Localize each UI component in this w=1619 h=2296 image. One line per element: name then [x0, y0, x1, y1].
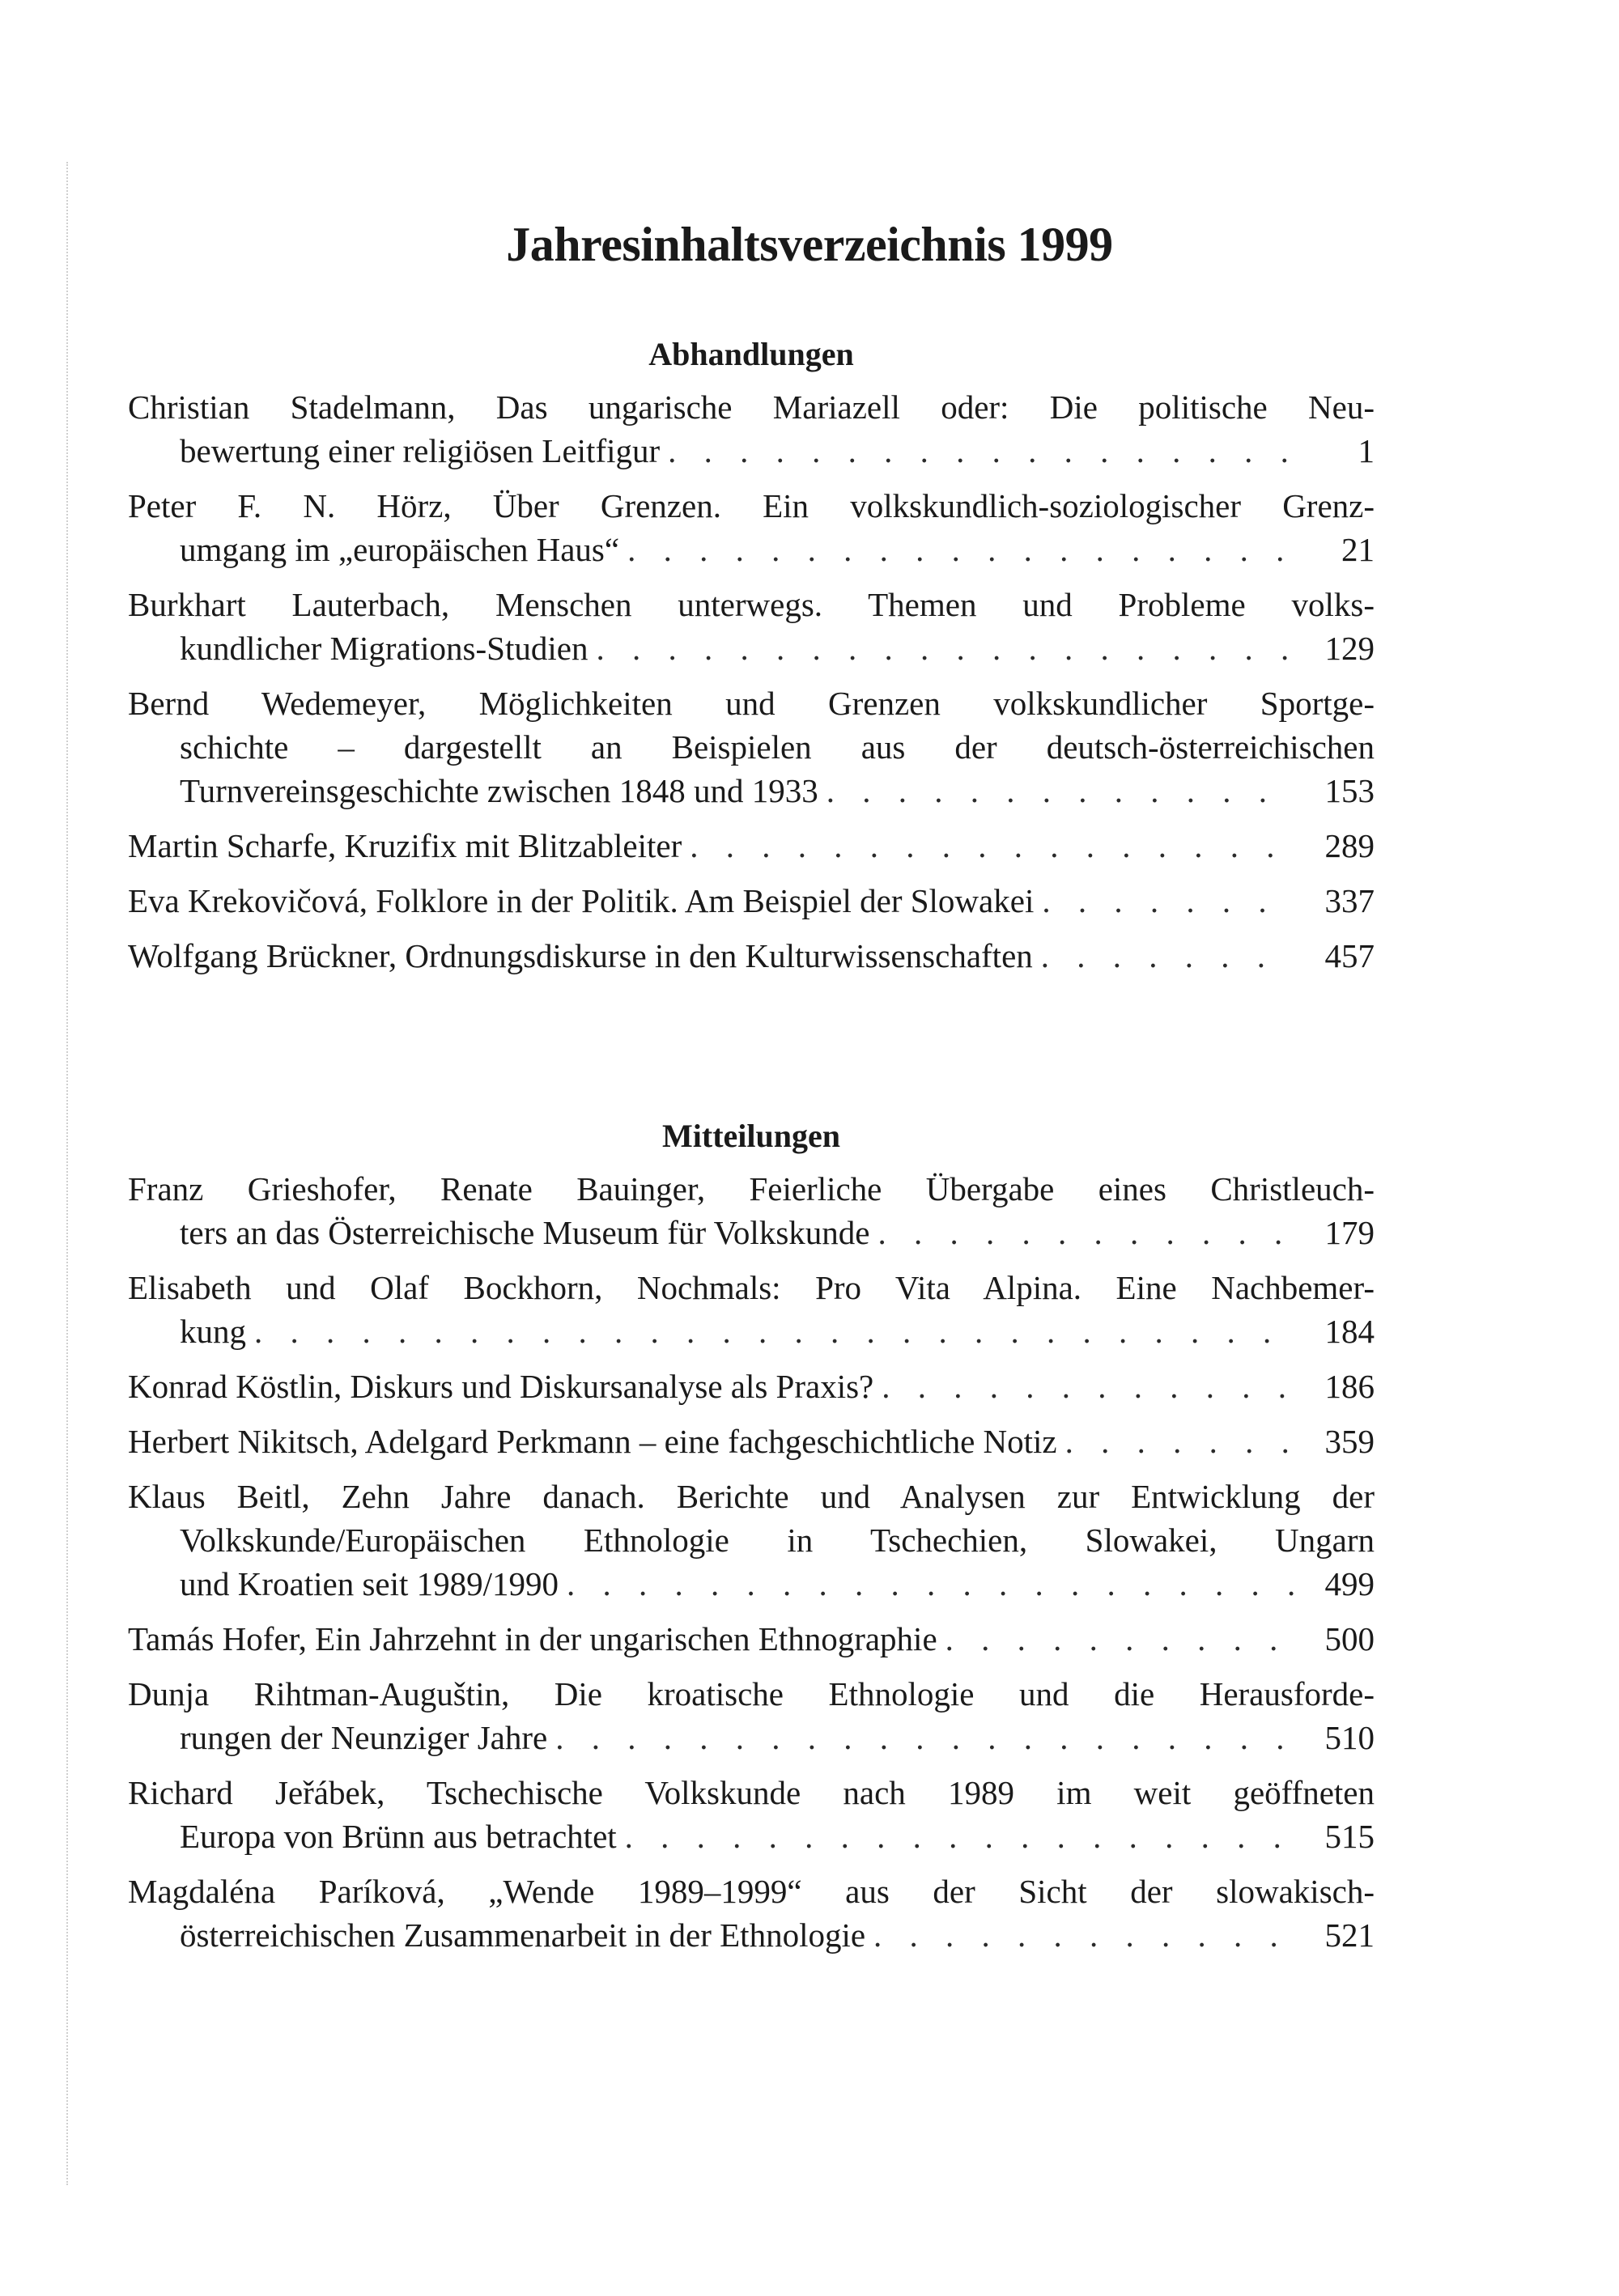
toc-entry — [128, 1364, 1375, 1408]
toc-entry-line — [128, 725, 1375, 769]
entry-text: Christian Stadelmann, Das ungarische Mariazell oder: Die politische Neu- — [128, 388, 1375, 426]
toc-entry-last-line — [128, 1420, 1375, 1463]
entry-text: Magdaléna Paríková, „Wende 1989–1999“ aus der Sicht der slowakisch- — [128, 1873, 1375, 1910]
page-number: 359 — [1324, 1423, 1375, 1460]
toc-entry — [128, 824, 1375, 868]
toc-entry — [128, 1869, 1375, 1957]
toc-entry-last-line — [128, 1562, 1375, 1606]
toc-entry — [128, 1617, 1375, 1661]
entry-text: Bernd Wedemeyer, Möglichkeiten und Grenzen volkskundlicher Sportge- — [128, 685, 1375, 722]
toc-list-mitteilungen — [128, 1167, 1375, 1957]
toc-entry-line — [128, 484, 1375, 528]
toc-entry-last-line — [128, 1309, 1375, 1353]
page-number: 521 — [1324, 1916, 1375, 1954]
toc-entry-last-line — [128, 1211, 1375, 1254]
dot-leader — [682, 824, 1294, 868]
toc-entry — [128, 1266, 1375, 1353]
toc-entry-last-line — [128, 934, 1375, 978]
toc-entry — [128, 583, 1375, 670]
toc-entry-line — [128, 1266, 1375, 1309]
section-mitteilungen — [128, 1112, 1375, 1968]
page-number: 153 — [1324, 772, 1375, 809]
dot-leader — [1033, 934, 1294, 978]
page-number: 500 — [1324, 1620, 1375, 1657]
toc-entry-line — [128, 1167, 1375, 1211]
entry-text: Peter F. N. Hörz, Über Grenzen. Ein volkskundlich-soziologischer Grenz- — [128, 487, 1375, 524]
toc-entry — [128, 1771, 1375, 1858]
dot-leader — [937, 1617, 1294, 1661]
toc-entry-line — [128, 681, 1375, 725]
dot-leader — [869, 1211, 1294, 1254]
toc-entry-last-line — [128, 1617, 1375, 1661]
page-number: 510 — [1324, 1719, 1375, 1756]
entry-text: Martin Scharfe, Kruzifix mit Blitzableiter — [128, 827, 682, 864]
dot-leader — [1034, 879, 1294, 923]
section-heading-abhandlungen: Abhandlungen — [648, 336, 854, 372]
page-title: Jahresinhaltsverzeichnis 1999 — [506, 218, 1113, 271]
page-number: 289 — [1324, 827, 1375, 864]
section-heading-mitteilungen: Mitteilungen — [662, 1118, 840, 1154]
dot-leader — [617, 1814, 1294, 1858]
toc-entry-line — [128, 1672, 1375, 1716]
entry-text: Elisabeth und Olaf Bockhorn, Nochmals: Pro Vita Alpina. Eine Nachbemer- — [128, 1269, 1375, 1306]
page-number: 457 — [1324, 937, 1375, 974]
dot-leader — [559, 1562, 1294, 1606]
dot-leader — [619, 528, 1294, 571]
entry-text: Burkhart Lauterbach, Menschen unterwegs. Themen und Probleme volks- — [128, 586, 1375, 623]
page-number: 515 — [1324, 1818, 1375, 1855]
toc-entry — [128, 934, 1375, 978]
toc-entry-line — [128, 1869, 1375, 1913]
entry-text: Europa von Brünn aus betrachtet — [180, 1818, 617, 1855]
entry-text: schichte – dargestellt an Beispielen aus der deutsch-österreichischen — [180, 728, 1375, 766]
toc-entry — [128, 1672, 1375, 1759]
entry-text: Volkskunde/Europäischen Ethnologie in Tschechien, Slowakei, Ungarn — [180, 1521, 1375, 1559]
entry-text: bewertung einer religiösen Leitfigur — [180, 432, 661, 469]
dot-leader — [1057, 1420, 1294, 1463]
toc-entry-last-line — [128, 1913, 1375, 1957]
page-number: 1 — [1358, 432, 1375, 469]
toc-entry-last-line — [128, 1716, 1375, 1759]
entry-text: Turnvereinsgeschichte zwischen 1848 und 1933 — [180, 772, 818, 809]
toc-entry-line — [128, 1518, 1375, 1562]
page-number: 337 — [1324, 882, 1375, 919]
page-number: 184 — [1324, 1313, 1375, 1350]
toc-entry-line — [128, 583, 1375, 626]
toc-entry — [128, 879, 1375, 923]
toc-entry-last-line — [128, 1364, 1375, 1408]
toc-entry — [128, 1167, 1375, 1254]
dot-leader — [818, 769, 1294, 813]
dot-leader — [873, 1364, 1294, 1408]
toc-entry-line — [128, 1771, 1375, 1814]
page-number: 21 — [1341, 531, 1375, 568]
toc-entry-line — [128, 1475, 1375, 1518]
entry-text: Franz Grieshofer, Renate Bauinger, Feierliche Übergabe eines Christleuch- — [128, 1170, 1375, 1207]
section-abhandlungen — [128, 330, 1375, 989]
dot-leader — [865, 1913, 1294, 1957]
toc-entry — [128, 484, 1375, 571]
entry-text: rungen der Neunziger Jahre — [180, 1719, 548, 1756]
entry-text: österreichischen Zusammenarbeit in der Ethnologie — [180, 1916, 866, 1954]
entry-text: Herbert Nikitsch, Adelgard Perkmann – eine fachgeschichtliche Notiz — [128, 1423, 1057, 1460]
dot-leader — [547, 1716, 1294, 1759]
toc-entry — [128, 681, 1375, 813]
page-number: 499 — [1324, 1565, 1375, 1602]
toc-entry-last-line — [128, 528, 1375, 571]
entry-text: und Kroatien seit 1989/1990 — [180, 1565, 559, 1602]
toc-list-abhandlungen — [128, 385, 1375, 978]
entry-text: Klaus Beitl, Zehn Jahre danach. Berichte und Analysen zur Entwicklung der — [128, 1478, 1375, 1515]
dot-leader — [588, 626, 1294, 670]
toc-entry-last-line — [128, 626, 1375, 670]
entry-text: Konrad Köstlin, Diskurs und Diskursanalyse als Praxis? — [128, 1368, 874, 1405]
page-number: 179 — [1324, 1214, 1375, 1251]
entry-text: Dunja Rihtman-Auguštin, Die kroatische Ethnologie und die Herausforde- — [128, 1675, 1375, 1712]
toc-entry-line — [128, 385, 1375, 429]
dot-leader — [246, 1309, 1294, 1353]
scan-margin-dots — [66, 162, 68, 2185]
entry-text: Wolfgang Brückner, Ordnungsdiskurse in den Kulturwissenschaften — [128, 937, 1033, 974]
entry-text: ters an das Österreichische Museum für Volkskunde — [180, 1214, 870, 1251]
entry-text: umgang im „europäischen Haus“ — [180, 531, 620, 568]
entry-text: kundlicher Migrations-Studien — [180, 630, 589, 667]
toc-entry-last-line — [128, 879, 1375, 923]
dot-leader — [660, 429, 1294, 473]
toc-entry-last-line — [128, 769, 1375, 813]
entry-text: Eva Krekovičová, Folklore in der Politik. Am Beispiel der Slowakei — [128, 882, 1035, 919]
toc-entry-last-line — [128, 1814, 1375, 1858]
toc-entry — [128, 1420, 1375, 1463]
page-number: 186 — [1324, 1368, 1375, 1405]
toc-entry-last-line — [128, 824, 1375, 868]
toc-entry-last-line — [128, 429, 1375, 473]
entry-text: Tamás Hofer, Ein Jahrzehnt in der ungarischen Ethnographie — [128, 1620, 937, 1657]
toc-entry — [128, 385, 1375, 473]
page-number: 129 — [1324, 630, 1375, 667]
entry-text: kung — [180, 1313, 246, 1350]
toc-entry — [128, 1475, 1375, 1606]
entry-text: Richard Jeřábek, Tschechische Volkskunde nach 1989 im weit geöffneten — [128, 1774, 1375, 1811]
